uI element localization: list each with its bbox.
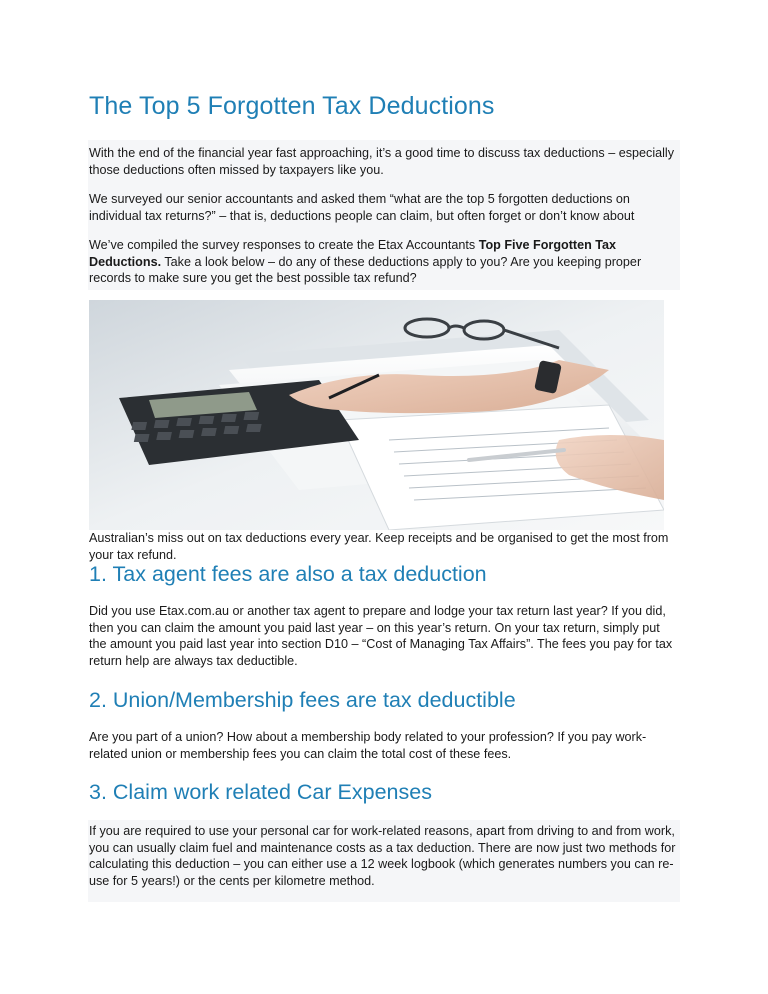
page-title: The Top 5 Forgotten Tax Deductions [89,92,495,120]
section-2-heading: 2. Union/Membership fees are tax deductible [89,688,516,712]
section-1-heading: 1. Tax agent fees are also a tax deduction [89,562,487,586]
section-3-body: If you are required to use your personal car for work-related reasons, apart from driving to and from work, you can usually claim fuel and maintenance costs as a tax deduction. There are now just two methods for calculating this deduction – you can either use a 12 week logbook (which generates numbers you can re-use for 5 years!) or the cents per kilometre method. [89,824,676,888]
intro-paragraph-1: With the end of the financial year fast approaching, it’s a good time to discuss tax deductions – especially those deductions often missed by taxpayers like you. [89,146,675,177]
calculator-photo-art [89,300,664,530]
intro-paragraph-2: We surveyed our senior accountants and asked them “what are the top 5 forgotten deductions on individual tax returns?” – that is, deductions people can claim, but often forget or don’t know about [89,192,635,223]
section-1-body: Did you use Etax.com.au or another tax agent to prepare and lodge your tax return last year? If you did, then you can claim the amount you paid last year – on this year’s return. On your tax return, simply put the amount you paid last year into section D10 – “Cost of Managing Tax Affairs”. The fees you pay for tax return help are always tax deductible. [89,604,673,668]
section-2-body: Are you part of a union? How about a membership body related to your profession? If you pay work-related union or membership fees you can claim the total cost of these fees. [89,730,647,761]
intro-paragraph-3: We’ve compiled the survey responses to create the Etax Accountants Top Five Forgotten Tax Deductions. Take a look below – do any of these deductions apply to you? Are you keeping proper records to make sure you get the best possible tax refund? [89,238,642,285]
calculator-photo [89,300,664,530]
highlight-bold: Top Five Forgotten Tax Deductions. [89,238,617,269]
image-caption: Australian’s miss out on tax deductions every year. Keep receipts and be organised to get the most from your tax refund. [89,531,669,562]
section-3-heading: 3. Claim work related Car Expenses [89,780,432,804]
